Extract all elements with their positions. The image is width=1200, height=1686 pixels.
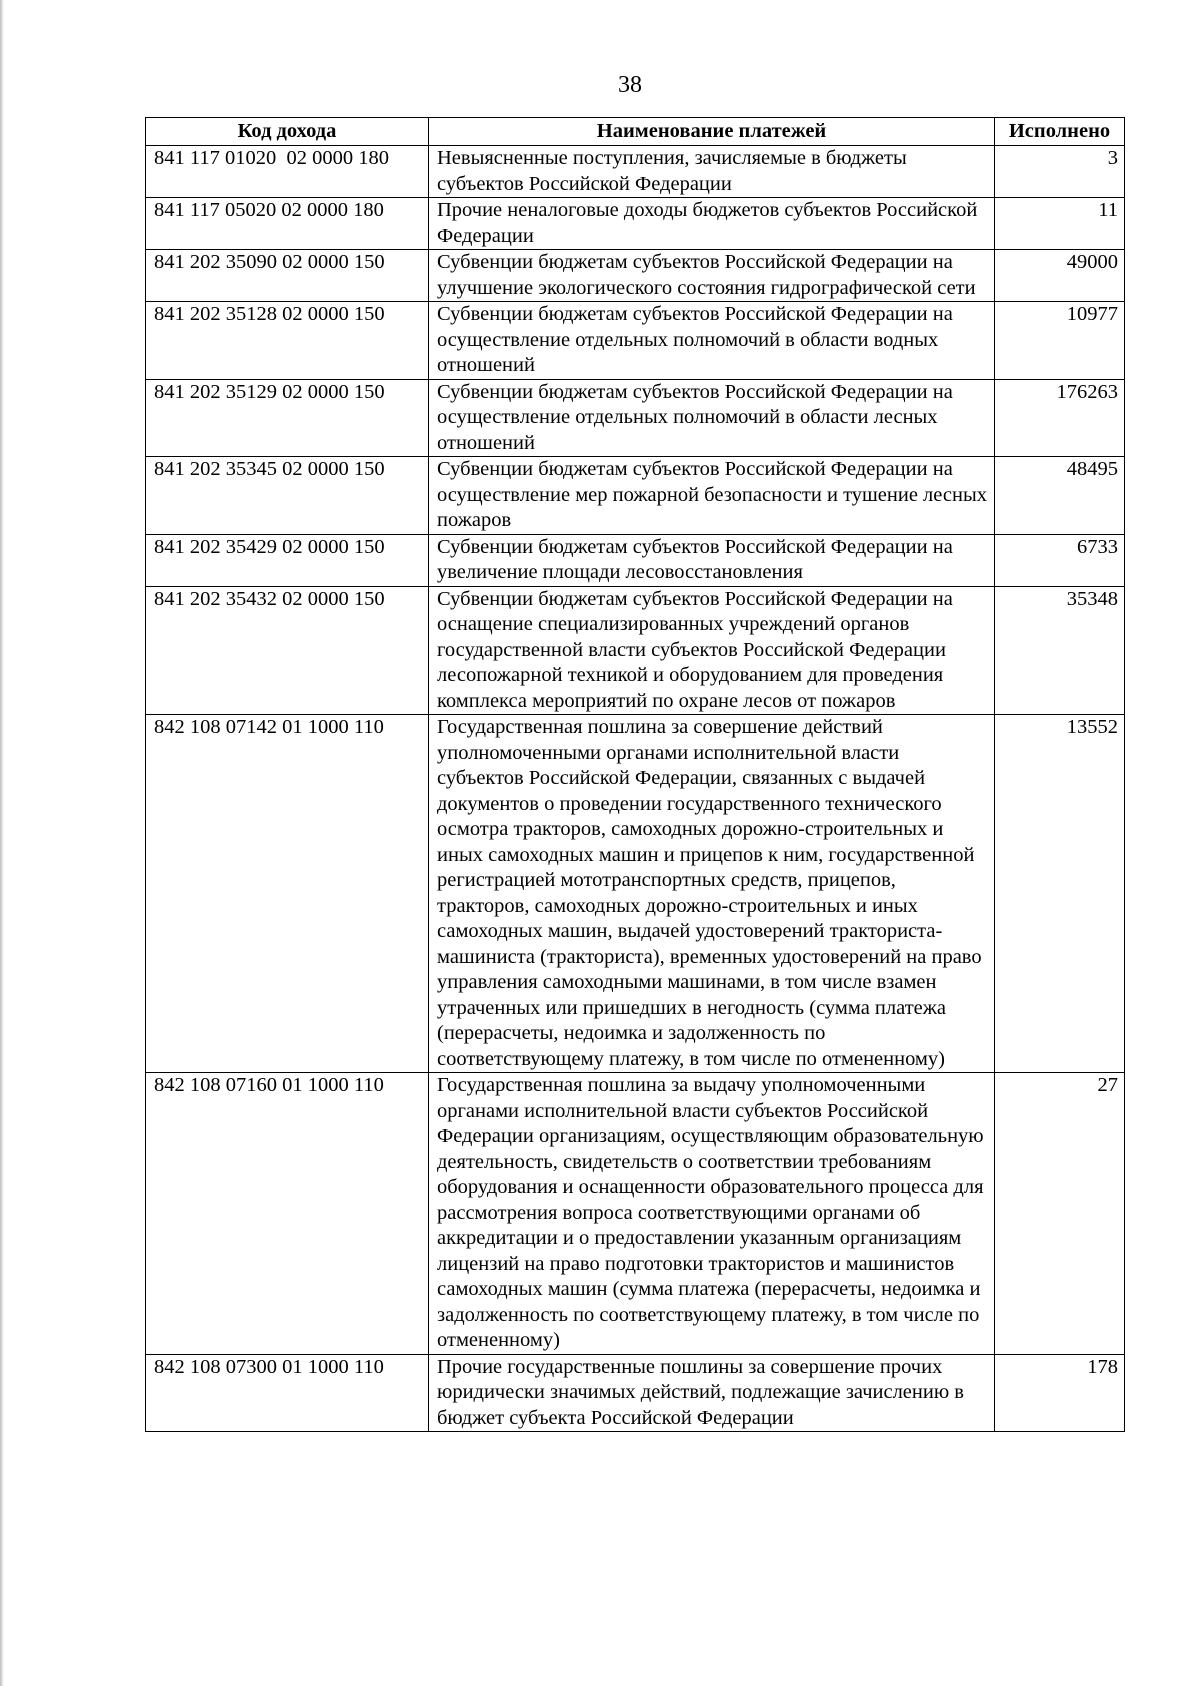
executed-amount: 176263 (995, 379, 1125, 457)
payment-name: Субвенции бюджетам субъектов Российской Федерации на осуществление отдельных полномочий в области лесных отношений (429, 379, 995, 457)
executed-amount: 10977 (995, 302, 1125, 380)
payment-name: Субвенции бюджетам субъектов Российской Федерации на оснащение специализированных учреждений органов государственной власти субъектов Российской Федерации лесопожарной техникой и оборудованием для проведения комплекса мероприятий по охране лесов от пожаров (429, 586, 995, 715)
revenue-code: 841 202 35129 02 0000 150 (146, 379, 429, 457)
revenue-code: 841 117 01020 02 0000 180 (146, 146, 429, 198)
table-row (146, 586, 1125, 715)
payment-name: Субвенции бюджетам субъектов Российской Федерации на увеличение площади лесовосстановления (429, 534, 995, 586)
revenue-code: 842 108 07300 01 1000 110 (146, 1354, 429, 1432)
payment-name: Субвенции бюджетам субъектов Российской Федерации на улучшение экологического состояния гидрографической сети (429, 250, 995, 302)
scan-edge (0, 0, 4, 1686)
table-row (146, 1354, 1125, 1432)
payment-name: Прочие неналоговые доходы бюджетов субъектов Российской Федерации (429, 198, 995, 250)
table-row (146, 379, 1125, 457)
executed-amount: 48495 (995, 457, 1125, 535)
executed-amount: 178 (995, 1354, 1125, 1432)
executed-amount: 27 (995, 1073, 1125, 1355)
executed-amount: 3 (995, 146, 1125, 198)
payment-name: Государственная пошлина за совершение действий уполномоченными органами исполнительной власти субъектов Российской Федерации, связанных с выдачей документов о проведении государственного технического осмотра тракторов, самоходных дорожно-строительных и иных самоходных машин и прицепов к ним, государственной регистрацией мототранспортных средств, прицепов, тракторов, самоходных дорожно-строительных и иных самоходных машин, выдачей удостоверений тракториста-машиниста (тракториста), временных удостоверений на право управления самоходными машинами, в том числе взамен утраченных или пришедших в негодность (сумма платежа (перерасчеты, недоимка и задолженность по соответствующему платежу, в том числе по отмененному) (429, 715, 995, 1073)
header-name: Наименование платежей (429, 118, 995, 146)
header-code: Код дохода (146, 118, 429, 146)
revenue-code: 841 202 35429 02 0000 150 (146, 534, 429, 586)
executed-amount: 13552 (995, 715, 1125, 1073)
revenue-code: 842 108 07142 01 1000 110 (146, 715, 429, 1073)
revenue-code: 841 202 35128 02 0000 150 (146, 302, 429, 380)
revenue-table (145, 117, 1125, 1432)
table-row (146, 457, 1125, 535)
payment-name: Субвенции бюджетам субъектов Российской Федерации на осуществление отдельных полномочий в области водных отношений (429, 302, 995, 380)
revenue-code: 841 202 35090 02 0000 150 (146, 250, 429, 302)
executed-amount: 35348 (995, 586, 1125, 715)
table-header-row (146, 118, 1125, 146)
header-done: Исполнено (995, 118, 1125, 146)
table-row (146, 1073, 1125, 1355)
executed-amount: 49000 (995, 250, 1125, 302)
table-row (146, 715, 1125, 1073)
table-row (146, 198, 1125, 250)
payment-name: Прочие государственные пошлины за совершение прочих юридически значимых действий, подлежащие зачислению в бюджет субъекта Российской Федерации (429, 1354, 995, 1432)
payment-name: Невыясненные поступления, зачисляемые в бюджеты субъектов Российской Федерации (429, 146, 995, 198)
table-row (146, 250, 1125, 302)
executed-amount: 6733 (995, 534, 1125, 586)
revenue-code: 841 202 35345 02 0000 150 (146, 457, 429, 535)
payment-name: Субвенции бюджетам субъектов Российской Федерации на осуществление мер пожарной безопасности и тушение лесных пожаров (429, 457, 995, 535)
revenue-code: 842 108 07160 01 1000 110 (146, 1073, 429, 1355)
revenue-code: 841 117 05020 02 0000 180 (146, 198, 429, 250)
table-row (146, 534, 1125, 586)
revenue-code: 841 202 35432 02 0000 150 (146, 586, 429, 715)
page-number: 38 (618, 72, 642, 98)
table-row (146, 146, 1125, 198)
executed-amount: 11 (995, 198, 1125, 250)
table-row (146, 302, 1125, 380)
payment-name: Государственная пошлина за выдачу уполномоченными органами исполнительной власти субъектов Российской Федерации организациям, осуществляющим образовательную деятельность, свидетельств о соответствии требованиям оборудования и оснащенности образовательного процесса для рассмотрения вопроса соответствующими органами об аккредитации и о предоставлении указанным организациям лицензий на право подготовки трактористов и машинистов самоходных машин (сумма платежа (перерасчеты, недоимка и задолженность по соответствующему платежу, в том числе по отмененному) (429, 1073, 995, 1355)
